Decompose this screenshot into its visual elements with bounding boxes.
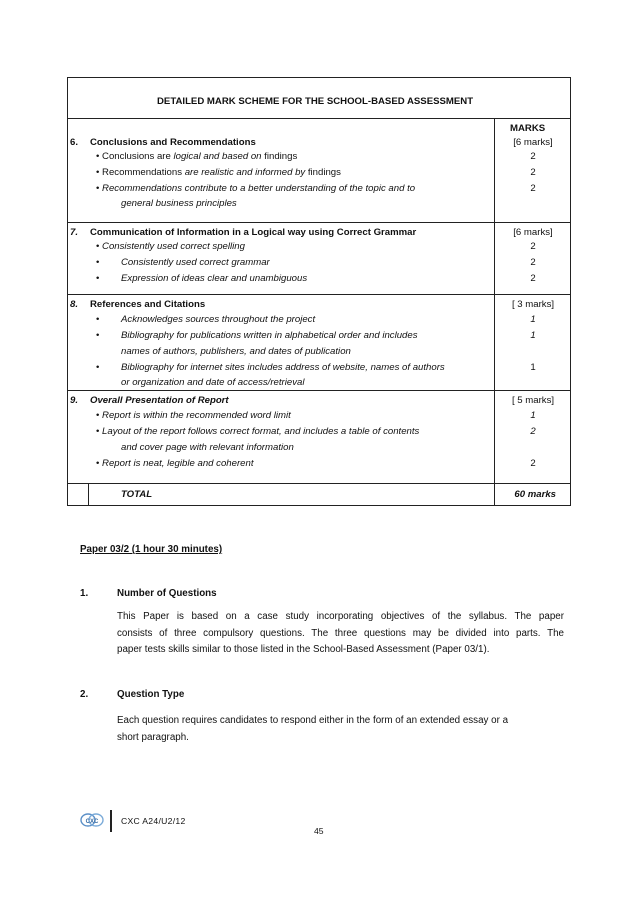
- section-heading: Overall Presentation of Report: [90, 395, 229, 406]
- item-mark: 1: [530, 330, 536, 341]
- section-heading: References and Citations: [90, 299, 206, 310]
- section-marks: [6 marks]: [513, 227, 553, 238]
- list-item-continuation: and cover page with relevant information: [121, 442, 294, 453]
- section-heading: Conclusions and Recommendations: [90, 137, 256, 148]
- list-item: • Consistently used correct spelling: [96, 241, 245, 252]
- list-item: Consistently used correct grammar: [121, 257, 270, 268]
- paragraph-number-of-questions: This Paper is based on a case study incorporating objectives of the syllabus. The paper consists of three compulsory questions. The three questions may be divided into parts. The paper tests skills similar to those listed in the School-Based Assessment (Paper 03/1).: [117, 611, 564, 655]
- list-item: Expression of ideas clear and unambiguous: [121, 273, 308, 284]
- list-item: • Report is neat, legible and coherent: [96, 458, 254, 469]
- item-mark: 1: [530, 314, 536, 325]
- bullet-icon: •: [96, 241, 100, 252]
- section-number: 8.: [70, 299, 79, 310]
- bullet-icon: •: [96, 330, 100, 341]
- section-title: Question Type: [117, 689, 185, 700]
- bullet-icon: •: [96, 183, 100, 194]
- bullet-icon: •: [96, 273, 100, 284]
- section-marks: [ 3 marks]: [511, 299, 555, 310]
- list-item: Acknowledges sources throughout the project: [121, 314, 316, 325]
- bullet-icon: •: [96, 362, 100, 373]
- list-item: • Layout of the report follows correct format, and includes a table of contents: [96, 426, 420, 437]
- logo-text: CXC: [85, 819, 99, 825]
- item-mark: 1: [530, 362, 536, 373]
- paper-heading: Paper 03/2 (1 hour 30 minutes): [80, 544, 223, 555]
- list-item: • Recommendations are realistic and informed by findings: [96, 167, 341, 178]
- list-item-continuation: names of authors, publishers, and dates of publication: [121, 346, 351, 357]
- section-marks: [ 5 marks]: [511, 395, 555, 406]
- item-mark: 2: [530, 273, 536, 284]
- document-code: CXC A24/U2/12: [121, 816, 186, 826]
- list-item: • Recommendations contribute to a better understanding of the topic and to: [96, 183, 416, 194]
- bullet-icon: •: [96, 167, 100, 178]
- section-number: 7.: [70, 227, 79, 238]
- list-item: Bibliography for publications written in alphabetical order and includes: [121, 330, 418, 341]
- section-marks: [6 marks]: [513, 137, 553, 148]
- bullet-icon: •: [96, 426, 100, 437]
- list-item-continuation: or organization and date of access/retrieval: [121, 377, 305, 388]
- marks-header: MARKS: [510, 123, 546, 134]
- item-mark: 2: [530, 151, 536, 162]
- section-number: 6.: [70, 137, 79, 148]
- section-heading: Communication of Information in a Logical way using Correct Grammar: [90, 227, 417, 238]
- cxc-logo-icon: [80, 812, 104, 828]
- item-mark: 2: [530, 458, 536, 469]
- item-mark: 1: [530, 410, 536, 421]
- section-number: 1.: [80, 588, 89, 599]
- bullet-icon: •: [96, 314, 100, 325]
- paragraph-question-type: Each question requires candidates to respond either in the form of an extended essay or a short paragraph.: [117, 715, 509, 743]
- item-mark: 2: [530, 241, 536, 252]
- total-marks: 60 marks: [514, 489, 556, 500]
- list-item-continuation: general business principles: [121, 198, 237, 209]
- list-item: Bibliography for internet sites includes address of website, names of authors: [121, 362, 445, 373]
- item-mark: 2: [530, 183, 536, 194]
- bullet-icon: •: [96, 151, 100, 162]
- bullet-icon: •: [96, 458, 100, 469]
- page-number: 45: [314, 826, 324, 836]
- item-mark: 2: [530, 167, 536, 178]
- section-number: 9.: [70, 395, 79, 406]
- total-label: TOTAL: [121, 489, 153, 500]
- item-mark: 2: [530, 426, 536, 437]
- section-title: Number of Questions: [117, 588, 217, 599]
- table-title: DETAILED MARK SCHEME FOR THE SCHOOL-BASED ASSESSMENT: [157, 96, 474, 107]
- section-number: 2.: [80, 689, 89, 700]
- footer-divider: [110, 810, 112, 832]
- list-item: • Report is within the recommended word limit: [96, 410, 291, 421]
- bullet-icon: •: [96, 257, 100, 268]
- bullet-icon: •: [96, 410, 100, 421]
- list-item: • Conclusions are logical and based on findings: [96, 151, 298, 162]
- item-mark: 2: [530, 257, 536, 268]
